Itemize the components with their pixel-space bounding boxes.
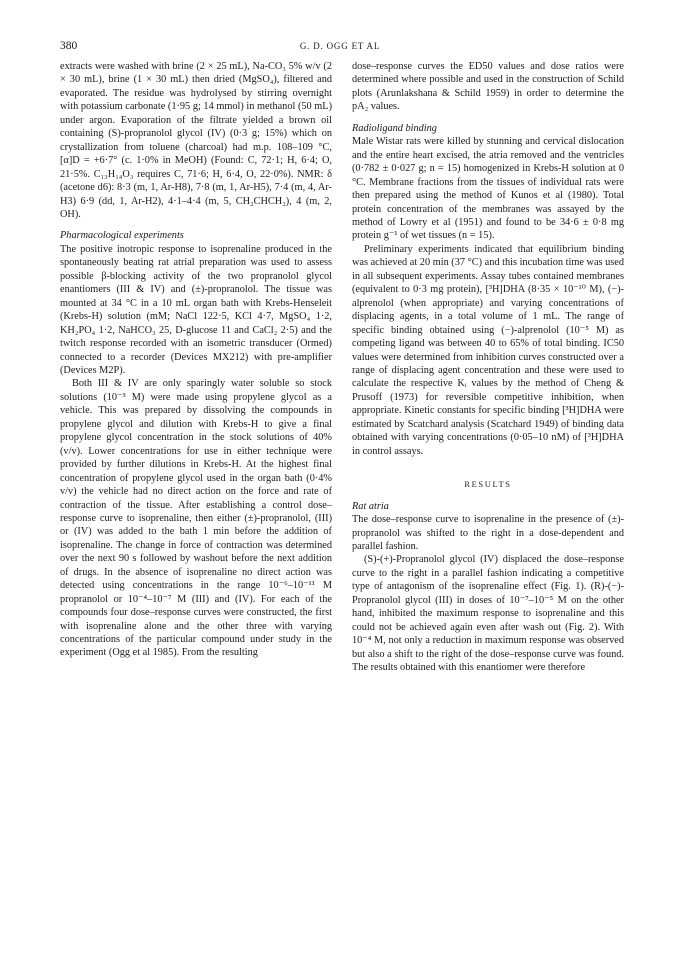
paragraph-radioligand-2: Preliminary experiments indicated that equilibrium binding was achieved at 20 min (37 °C) and this incubation time was used in all subsequent experiments. Assay tubes contained membranes (equivalent to 0·3 mg protein), [³H]DHA (8·35 × 10⁻¹⁰ M), (−)-alprenolol (when appropriate) and varying concentrations of displacing agents, in a total volume of 1 mL. The range of specific binding obtained using (−)-alprenolol (10⁻⁵ M) as competing ligand was between 40 to 65% of total binding. IC50 values were determined from inhibition curves constructed over a range of displacing agent concentration and these were used to calculate the respective Kᵢ values by the method of Cheng & Prusoff (1973) for reversible competitive inhibition, when appropriate. Kinetic constants for specific binding [³H]DHA were estimated by Scatchard analysis (Scatchard 1949) of binding data obtained with varying concentrations (0·05–10 nM) of [³H]DHA in control assays. bbox=[352, 243, 624, 457]
running-head: G. D. OGG ET AL bbox=[299, 41, 381, 51]
section-heading-results: RESULTS bbox=[464, 479, 512, 490]
page-number: 380 bbox=[60, 40, 78, 52]
right-column bbox=[352, 60, 624, 674]
section-heading-radioligand-binding: Radioligand binding bbox=[352, 122, 437, 134]
paragraph-pharmacological-1: The positive inotropic response to isoprenaline produced in the spontaneously beating rat atrial preparation was used to assess possible β-blocking activity of the two propranolol glycol enantiomers (III & IV) and (±)-propranolol. The tissue was mounted at 34 °C in a 10 mL organ bath with Krebs-Henseleit (Krebs-H) solution (mM; NaCl 122·5, KCl 4·7, MgSO₄ 1·2, KH₂PO₄ 1·2, NaHCO₃ 25, D-glucose 11 and CaCl₂ 2·5) and the twitch response recorded with an isometric transducer (Ormed) connected to a recorder (Devices MX212) with pre-amplifier (Devices M2P). bbox=[60, 243, 332, 376]
section-heading-pharmacological-experiments: Pharmacological experiments bbox=[60, 230, 184, 242]
page-header bbox=[60, 40, 620, 56]
paragraph-pharmacological-2: Both III & IV are only sparingly water soluble so stock solutions (10⁻³ M) were made using propylene glycol as a vehicle. This was prepared by dissolving the compounds in propylene glycol and dilution with Krebs-H to give a final propylene glycol concentration in the stock solutions of 40% (v/v). Lower concentrations for use in either technique were provided by further dilutions in Krebs-H. At the highest final concentration of propylene glycol used in the organ bath (0·4% v/v) the vehicle had no direct action on the force and rate of contraction of the tissue. After establishing a control dose–response curve to isoprenaline, then either (±)-propranolol, (III) or (IV) was added to the bath 1 min before the addition of isoprenaline. The change in force of contraction was determined over the next 90 s followed by washout before the next addition of drugs. In the absence of isoprenaline no direct action was detected using concentrations in the range 10⁻⁶–10⁻¹¹ M propranolol or 10⁻⁴–10⁻⁷ M (III) and (IV). For each of the compounds four dose–response curves were constructed, the first with isoprenaline alone and the other three with varying concentrations of the particular compound under study in the experiment (Ogg et al 1985). From the resulting bbox=[60, 378, 332, 659]
paragraph-schild-continued: dose–response curves the ED50 values and dose ratios were determined where possible and used in the construction of Schild plots (Arunlakshana & Schild 1959) in order to determine the pA₂ values. bbox=[352, 61, 624, 113]
subsection-heading-rat-atria: Rat atria bbox=[352, 500, 389, 512]
left-column bbox=[60, 60, 332, 660]
paragraph-radioligand-1: Male Wistar rats were killed by stunning and cervical dislocation and the entire heart excised, the atria removed and the ventricles (0·782 ± 0·027 g; n = 15) homogenized in Krebs-H solution at 0 °C. Membrane fractions from the tissues of individual rats were then prepared using the method of Kunos et al (1980). Total protein concentration of the membranes was assayed by the method of Lowry et al (1951) and found to be 34·6 ± 0·8 mg protein g⁻¹ of wet tissues (n = 15). bbox=[352, 136, 624, 242]
paragraph-results-2: (S)-(+)-Propranolol glycol (IV) displaced the dose–response curve to the right in a parallel fashion indicating a competitive type of antagonism of the isoprenaline effect (Fig. 1). (R)-(−)-Propranolol glycol (III) in doses of 10⁻⁷–10⁻⁵ M on the other hand, inhibited the maximum response to isoprenaline and this could not be achieved again even after wash out (Fig. 2). With 10⁻⁴ M, not only a reduction in maximum response was observed but also a shift to the right of the dose–response curve was found. The results obtained with this enantiomer were therefore bbox=[352, 554, 624, 674]
paragraph-synthesis-continued: extracts were washed with brine (2 × 25 mL), Na-CO₃ 5% w/v (2 × 30 mL), brine (1 × 30 mL) then dried (MgSO₄), filtered and evaporated. The residue was hydrolysed by stirring overnight with potassium carbonate (1·95 g; 14 mmol) in methanol (50 mL) under argon. Evaporation of the filtrate yielded a brown oil containing (S)-propranolol glycol (IV) (0·3 g; 15%) which on crystallization from toluene (charcoal) had m.p. 108–109 °C, [α]D = +6·7° (c. 1·0% in MeOH) (Found: C, 72·1; H, 6·4; O, 21·5%. C₁₃H₁₄O₃ requires C, 71·6; H, 6·4, O, 22·0%). NMR: δ (acetone d6): 8·3 (m, 1, Ar-H8), 7·8 (m, 1, Ar-H5), 7·4 (m, 4, Ar-H3) 6·9 (dd, 1, Ar-H2), 4·1–4·4 (m, 5, CH₂CHCH₂), 4 (m, 2, OH). bbox=[60, 61, 332, 220]
paragraph-results-1: The dose–response curve to isoprenaline in the presence of (±)-propranolol was shifted to the right in a dose-dependent and parallel fashion. bbox=[352, 514, 624, 552]
